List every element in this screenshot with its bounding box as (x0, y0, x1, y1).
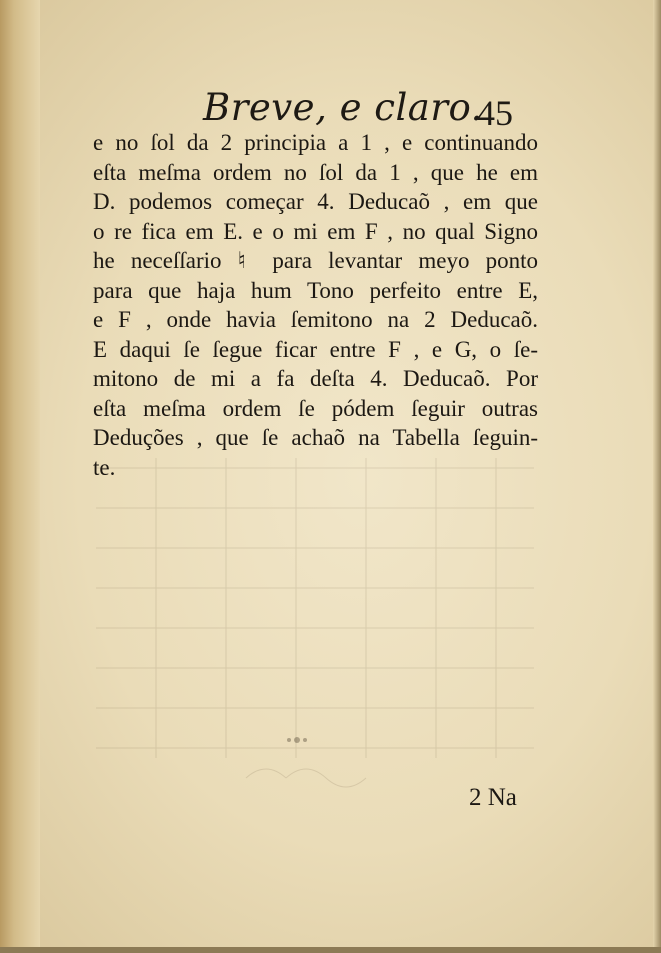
catchword: 2 Na (469, 784, 517, 811)
text-line: Deduções , que ſe achaõ na Tabella ſeguin- (93, 425, 538, 450)
text-line: e F , onde havia ſemitono na 2 Deducaõ. (93, 307, 538, 332)
running-title: Breve, e claro. (203, 86, 483, 129)
body-text (93, 128, 538, 482)
show-through-table (96, 448, 534, 798)
text-line: mitono de mi a fa deſta 4. Deducaõ. Por (93, 366, 538, 391)
page-edge (653, 0, 661, 953)
text-line: para que haja hum Tono perfeito entre E, (93, 277, 538, 303)
page-bottom-edge (0, 947, 661, 953)
page-number: 45 (477, 93, 513, 133)
text-line: te. (93, 454, 116, 480)
text-line: he neceſſario ♮ para levantar meyo ponto (93, 248, 538, 273)
text-line: o re fica em E. e o mi em F , no qual Signo (93, 218, 538, 244)
text-line: eſta meſma ordem ſe pódem ſeguir outras (93, 395, 538, 421)
page-gutter (0, 0, 40, 953)
text-line: D. podemos começar 4. Deducaõ , em que (93, 189, 538, 214)
text-line: eſta meſma ordem no ſol da 1 , que he em (93, 159, 538, 185)
text-line: e no ſol da 2 principia a 1 , e continuando (93, 130, 538, 155)
ornament-icon (282, 732, 312, 748)
text-line: E daqui ſe ſegue ficar entre F , e G, o ſe- (93, 336, 538, 362)
